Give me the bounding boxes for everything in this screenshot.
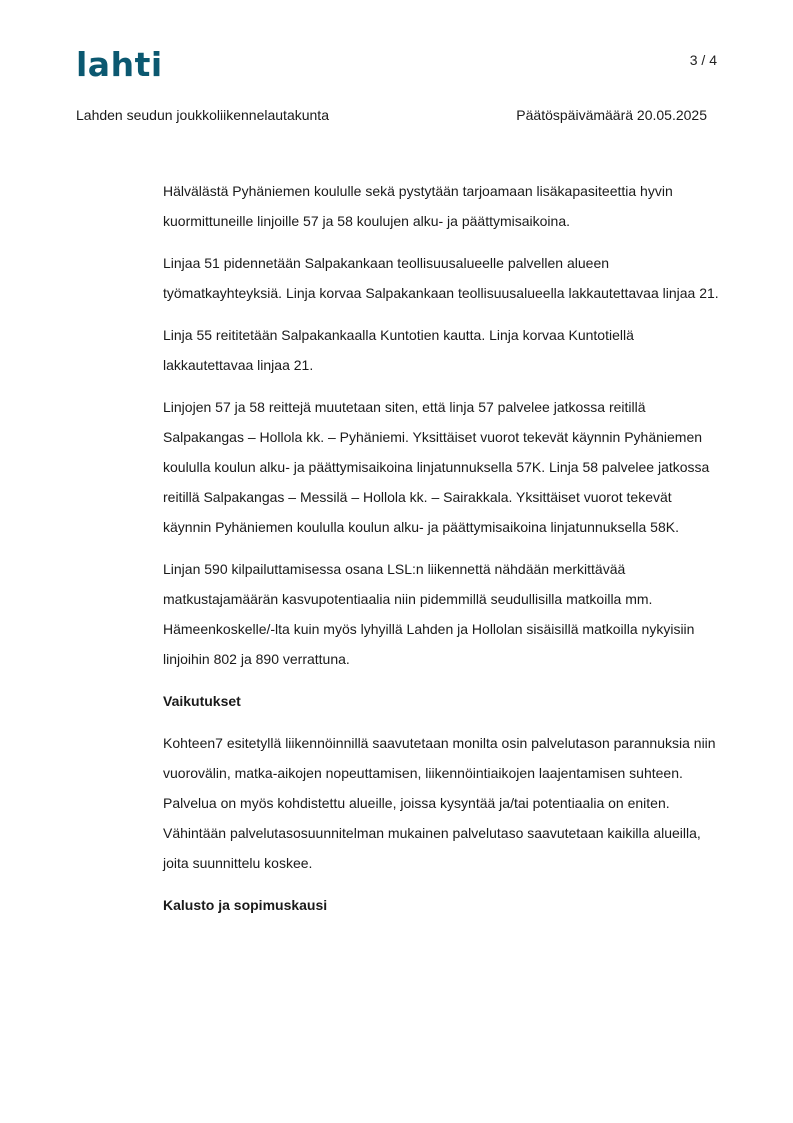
paragraph: Linjojen 57 ja 58 reittejä muutetaan siten, että linja 57 palvelee jatkossa reitillä Salpakangas – Hollola kk. – Pyhäniemi. Yksittäiset vuorot tekevät käynnin Pyhäniemen koululla koulun alku- ja päättymisaikoina linjatunnuksella 57K. Linja 58 palvelee jatkossa reitillä Salpakangas – Messilä – Hollola kk. – Sairakkala. Yksittäiset vuorot tekevät käynnin Pyhäniemen koululla koulun alku- ja päättymisaikoina linjatunnuksella 58K. — [163, 399, 710, 535]
section-heading: Kalusto ja sopimuskausi — [163, 897, 328, 913]
lahti-logo: lahti — [76, 45, 163, 84]
paragraph: Linjaa 51 pidennetään Salpakankaan teollisuusalueelle palvellen alueen työmatkayhteyksiä. Linja korvaa Salpakankaan teollisuusalueella lakkautettavaa linjaa 21. — [163, 255, 719, 301]
decision-date: Päätöspäivämäärä 20.05.2025 — [516, 107, 707, 123]
paragraph: Linja 55 reititetään Salpakankaalla Kuntotien kautta. Linja korvaa Kuntotiellä lakkautettavaa linjaa 21. — [163, 327, 634, 373]
paragraph: Linjan 590 kilpailuttamisessa osana LSL:n liikennettä nähdään merkittävää matkustajamäärän kasvupotentiaalia niin pidemmillä seudullisilla matkoilla mm. Hämeenkoskelle/-lta kuin myös lyhyillä Lahden ja Hollolan sisäisillä matkoilla nykyisiin linjoihin 802 ja 890 verrattuna. — [163, 561, 695, 667]
organization-name: Lahden seudun joukkoliikennelautakunta — [76, 107, 329, 123]
document-body — [163, 176, 723, 932]
section-heading: Vaikutukset — [163, 693, 241, 709]
paragraph: Hälvälästä Pyhäniemen koululle sekä pystytään tarjoamaan lisäkapasiteettia hyvin kuormittuneille linjoille 57 ja 58 koulujen alku- ja päättymisaikoina. — [163, 183, 673, 229]
paragraph: Kohteen7 esitetyllä liikennöinnillä saavutetaan monilta osin palvelutason parannuksia niin vuorovälin, matka-aikojen nopeuttamisen, liikennöintiaikojen laajentamisen suhteen. Palvelua on myös kohdistettu alueille, joissa kysyntää ja/tai potentiaalia on eniten. Vähintään palvelutasosuunnitelman mukainen palvelutaso saavutetaan kaikilla alueilla, joita suunnittelu koskee. — [163, 735, 716, 871]
page-number: 3 / 4 — [689, 52, 717, 68]
